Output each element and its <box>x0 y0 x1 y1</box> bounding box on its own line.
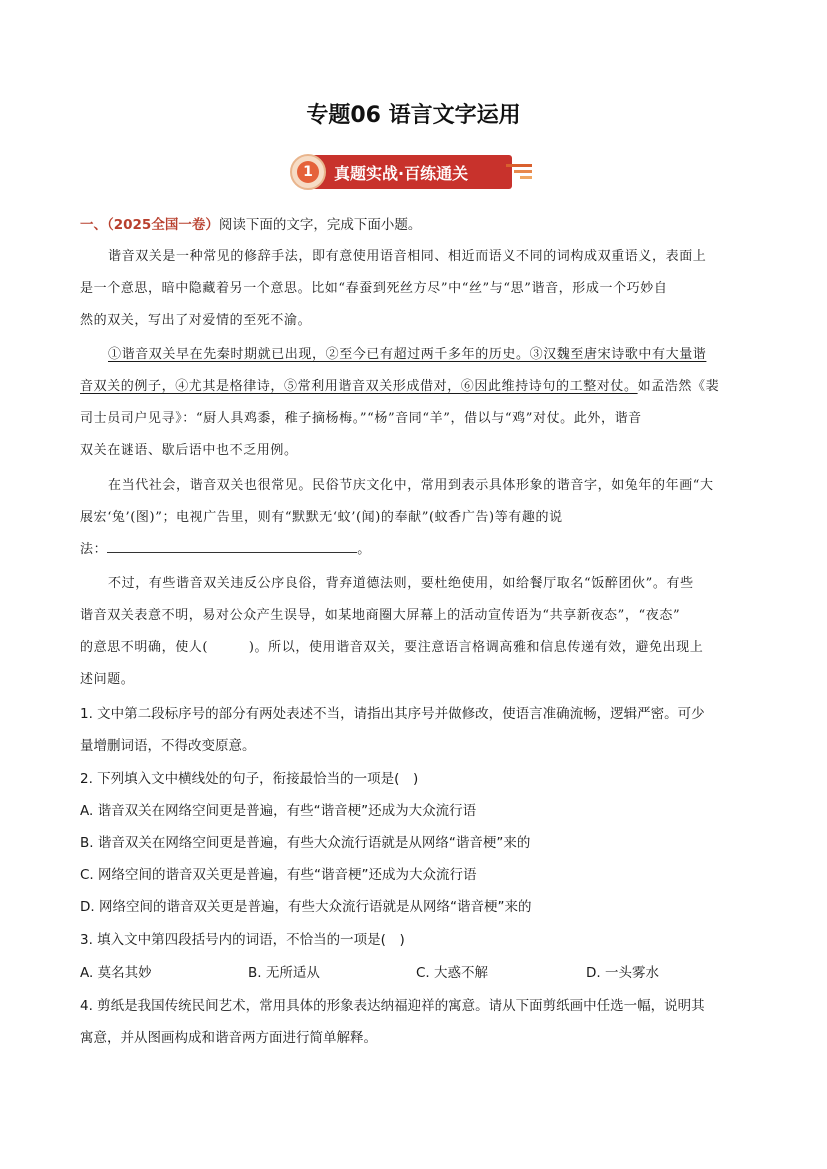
passage-p3-line2: 展宏‘兔’(图)”；电视广告里，则有“默默无‘蚊’(闻)的奉献”(蚊香广告)等有趣的说 <box>80 510 563 525</box>
question-3-option-d: D. 一头雾水 <box>586 965 659 981</box>
question-3: 3. 填入文中第四段括号内的词语，不恰当的一项是( ) <box>80 932 405 948</box>
passage-p4-line3: 的意思不明确，使人( )。所以，使用谐音双关，要注意语言格调高雅和信息传递有效，避免出现上 <box>80 640 704 655</box>
numbered-sentences-underlined: ①谐音双关早在先秦时期就已出现，②至今已有超过两千多年的历史。③汉魏至唐宋诗歌中有大量谐 <box>108 347 707 362</box>
question-1-line1: 1. 文中第二段标序号的部分有两处表述不当，请指出其序号并做修改，使语言准确流畅，逻辑严密。可少 <box>80 706 705 722</box>
question-3-option-b: B. 无所适从 <box>248 965 320 981</box>
question-4-line2: 寓意，并从图画构成和谐音两方面进行简单解释。 <box>80 1030 377 1046</box>
passage-p1-line2: 是一个意思，暗中隐藏着另一个意思。比如“春蚕到死丝方尽”中“丝”与“思”谐音，形成一个巧妙自 <box>80 281 668 296</box>
question-1-line2: 量增删词语，不得改变原意。 <box>80 738 256 754</box>
question-instruction: 阅读下面的文字，完成下面小题。 <box>218 217 422 233</box>
passage-p1-line1: 谐音双关是一种常见的修辞手法，即有意使用语音相同、相近而语义不同的词构成双重语义，表面上 <box>108 249 707 264</box>
passage-p2-line2 <box>80 375 719 394</box>
passage-p2-line1 <box>108 343 706 362</box>
passage-p4-line1: 不过，有些谐音双关违反公序良俗，背弃道德法则，要杜绝使用，如给餐厅取名“饭醉团伙”。有些 <box>108 576 694 591</box>
passage-p2-line2-rest: 如孟浩然《裴 <box>637 379 720 394</box>
passage-p2-line4: 双关在谜语、歇后语中也不乏用例。 <box>80 443 298 458</box>
section-banner <box>290 152 536 194</box>
fill-in-blank <box>107 538 357 553</box>
passage-p2-line3: 司士员司户见寻》：“厨人具鸡黍，稚子摘杨梅。”“杨”音同“羊”，借以与“鸡”对仗。此外，谐音 <box>80 411 642 426</box>
question-source: （2025全国一卷） <box>107 217 219 233</box>
banner-number: 1 <box>297 161 319 183</box>
passage-p3-line3 <box>80 538 371 557</box>
question-4-line1: 4. 剪纸是我国传统民间艺术，常用具体的形象表达纳福迎祥的寓意。请从下面剪纸画中任选一幅，说明其 <box>80 998 705 1014</box>
passage-p3-line3-prefix: 法： <box>80 542 108 557</box>
question-heading <box>80 213 421 233</box>
question-3-option-a: A. 莫名其妙 <box>80 965 152 981</box>
banner-label: 真题实战·百练通关 <box>334 164 469 183</box>
passage-p1-line3: 然的双关，写出了对爱情的至死不渝。 <box>80 313 312 328</box>
passage-p3-line3-suffix: 。 <box>357 542 371 557</box>
banner-number-badge <box>290 154 326 190</box>
passage-p4-line4: 述问题。 <box>80 672 135 687</box>
page-title: 专题06 语言文字运用 <box>306 103 521 128</box>
passage-p3-line1: 在当代社会，谐音双关也很常见。民俗节庆文化中，常用到表示具体形象的谐音字，如兔年的年画“大 <box>108 478 714 493</box>
question-2-option-a: A. 谐音双关在网络空间更是普遍，有些“谐音梗”还成为大众流行语 <box>80 803 477 819</box>
question-2: 2. 下列填入文中横线处的句子，衔接最恰当的一项是( ) <box>80 771 419 787</box>
question-number: 一、 <box>80 217 107 233</box>
passage-p4-line2: 谐音双关表意不明，易对公众产生误导，如某地商圈大屏幕上的活动宣传语为“共享新夜态”，“夜态” <box>80 608 681 623</box>
question-3-option-c: C. 大惑不解 <box>416 965 489 981</box>
question-2-option-b: B. 谐音双关在网络空间更是普遍，有些大众流行语就是从网络“谐音梗”来的 <box>80 835 531 851</box>
question-2-option-d: D. 网络空间的谐音双关更是普遍，有些大众流行语就是从网络“谐音梗”来的 <box>80 899 532 915</box>
banner-stripes-decoration <box>506 164 532 186</box>
question-2-option-c: C. 网络空间的谐音双关更是普遍，有些“谐音梗”还成为大众流行语 <box>80 867 477 883</box>
numbered-sentences-underlined-cont: 音双关的例子，④尤其是格律诗，⑤常利用谐音双关形成借对，⑥因此维持诗句的工整对仗。 <box>80 379 638 394</box>
